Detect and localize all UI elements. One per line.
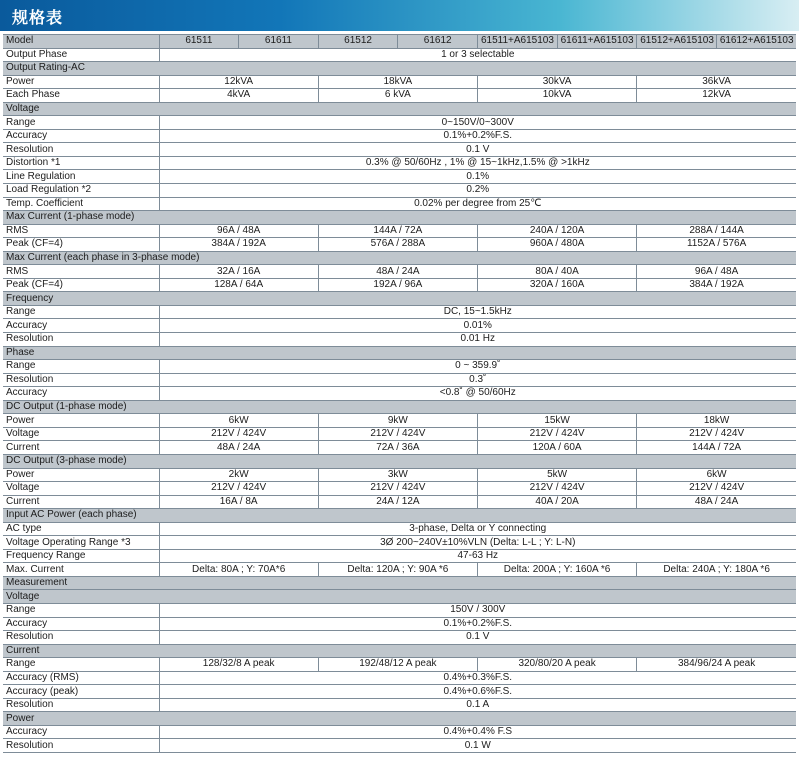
value-cell: 576A / 288A [318, 238, 477, 252]
value-cell: 384A / 192A [637, 278, 796, 292]
value-cell: 0.02% per degree from 25℃ [159, 197, 796, 211]
table-row [3, 658, 796, 672]
section-label: Output Rating-AC [3, 62, 796, 76]
table-row [3, 482, 796, 496]
value-cell: 1 or 3 selectable [159, 48, 796, 62]
value-cell: 212V / 424V [477, 427, 636, 441]
section-label: Max Current (each phase in 3-phase mode) [3, 251, 796, 265]
model-cell: 61512+A615103 [637, 35, 717, 49]
row-label: RMS [3, 265, 159, 279]
row-label: Accuracy (RMS) [3, 671, 159, 685]
table-row [3, 522, 796, 536]
value-cell: 144A / 72A [637, 441, 796, 455]
table-row [3, 197, 796, 211]
value-cell: 2kW [159, 468, 318, 482]
value-cell: 48A / 24A [159, 441, 318, 455]
value-cell: 212V / 424V [637, 482, 796, 496]
section-row [3, 644, 796, 658]
row-label: Range [3, 360, 159, 374]
value-cell: 32A / 16A [159, 265, 318, 279]
row-label: Range [3, 603, 159, 617]
section-label: DC Output (3-phase mode) [3, 454, 796, 468]
table-row [3, 685, 796, 699]
table-row [3, 617, 796, 631]
row-label: Peak (CF=4) [3, 278, 159, 292]
value-cell: 0.1 V [159, 143, 796, 157]
value-cell: 0.3˚ [159, 373, 796, 387]
section-row [3, 292, 796, 306]
value-cell: 0.01 Hz [159, 333, 796, 347]
table-row [3, 549, 796, 563]
section-label: Power [3, 712, 796, 726]
row-label: Line Regulation [3, 170, 159, 184]
value-cell: 212V / 424V [477, 482, 636, 496]
table-row [3, 224, 796, 238]
table-row [3, 238, 796, 252]
section-row [3, 590, 796, 604]
value-cell: 6kW [637, 468, 796, 482]
row-label: Voltage Operating Range *3 [3, 536, 159, 550]
value-cell: 48A / 24A [637, 495, 796, 509]
model-cell: 61511 [159, 35, 239, 49]
value-cell: 6kW [159, 414, 318, 428]
row-label: Resolution [3, 698, 159, 712]
table-row [3, 698, 796, 712]
value-cell: 48A / 24A [318, 265, 477, 279]
table-row [3, 170, 796, 184]
value-cell: DC, 15~1.5kHz [159, 305, 796, 319]
row-label: Temp. Coefficient [3, 197, 159, 211]
row-label: Range [3, 305, 159, 319]
value-cell: Delta: 80A ; Y: 70A*6 [159, 563, 318, 577]
value-cell: 0.1 W [159, 739, 796, 753]
table-row [3, 373, 796, 387]
table-row [3, 360, 796, 374]
value-cell: 120A / 60A [477, 441, 636, 455]
row-label: Accuracy [3, 129, 159, 143]
value-cell: 3Ø 200~240V±10%VLN (Delta: L-L ; Y: L-N) [159, 536, 796, 550]
value-cell: 3-phase, Delta or Y connecting [159, 522, 796, 536]
table-row [3, 48, 796, 62]
row-label: Power [3, 414, 159, 428]
value-cell: 0.4%+0.4% F.S [159, 725, 796, 739]
value-cell: 0.1% [159, 170, 796, 184]
section-label: Current [3, 644, 796, 658]
value-cell: 0~150V/0~300V [159, 116, 796, 130]
value-cell: 10kVA [477, 89, 636, 103]
section-row [3, 454, 796, 468]
section-label: Frequency [3, 292, 796, 306]
value-cell: 6 kVA [318, 89, 477, 103]
table-row [3, 495, 796, 509]
value-cell: 320/80/20 A peak [477, 658, 636, 672]
row-label: Voltage [3, 482, 159, 496]
table-row [3, 414, 796, 428]
section-label: Max Current (1-phase mode) [3, 211, 796, 225]
value-cell: 128/32/8 A peak [159, 658, 318, 672]
value-cell: Delta: 120A ; Y: 90A *6 [318, 563, 477, 577]
table-row [3, 129, 796, 143]
section-row [3, 509, 796, 523]
row-label: Range [3, 116, 159, 130]
value-cell: 0.1%+0.2%F.S. [159, 617, 796, 631]
row-label: Output Phase [3, 48, 159, 62]
value-cell: 5kW [477, 468, 636, 482]
section-row [3, 576, 796, 590]
section-row [3, 211, 796, 225]
section-row [3, 251, 796, 265]
section-label: Phase [3, 346, 796, 360]
page-title: 规格表 [12, 10, 64, 27]
table-row [3, 116, 796, 130]
model-cell: 61612 [398, 35, 478, 49]
table-row [3, 631, 796, 645]
table-row [3, 536, 796, 550]
table-row [3, 468, 796, 482]
value-cell: 0.1 V [159, 631, 796, 645]
value-cell: 0 ~ 359.9˚ [159, 360, 796, 374]
value-cell: 30kVA [477, 75, 636, 89]
row-label: Resolution [3, 631, 159, 645]
section-row [3, 102, 796, 116]
row-label: AC type [3, 522, 159, 536]
row-label: Voltage [3, 427, 159, 441]
table-row [3, 671, 796, 685]
row-label: Power [3, 75, 159, 89]
row-label: Current [3, 495, 159, 509]
section-row [3, 712, 796, 726]
row-label: Model [3, 35, 159, 49]
value-cell: 0.3% @ 50/60Hz , 1% @ 15~1kHz,1.5% @ >1kHz [159, 156, 796, 170]
value-cell: 192/48/12 A peak [318, 658, 477, 672]
model-cell: 61611+A615103 [557, 35, 637, 49]
value-cell: Delta: 200A ; Y: 160A *6 [477, 563, 636, 577]
value-cell: 128A / 64A [159, 278, 318, 292]
table-row [3, 278, 796, 292]
value-cell: 9kW [318, 414, 477, 428]
table-row [3, 143, 796, 157]
table-row [3, 184, 796, 198]
row-label: Current [3, 441, 159, 455]
value-cell: 47-63 Hz [159, 549, 796, 563]
value-cell: 0.4%+0.6%F.S. [159, 685, 796, 699]
row-label: Frequency Range [3, 549, 159, 563]
value-cell: 384/96/24 A peak [637, 658, 796, 672]
value-cell: 12kVA [637, 89, 796, 103]
row-label: Load Regulation *2 [3, 184, 159, 198]
row-label: RMS [3, 224, 159, 238]
table-row [3, 739, 796, 753]
model-cell: 61512 [318, 35, 398, 49]
section-label: Voltage [3, 590, 796, 604]
row-label: Resolution [3, 143, 159, 157]
row-label: Accuracy [3, 617, 159, 631]
section-row [3, 62, 796, 76]
value-cell: 212V / 424V [318, 482, 477, 496]
row-label: Resolution [3, 333, 159, 347]
section-label: DC Output (1-phase mode) [3, 400, 796, 414]
row-label: Resolution [3, 373, 159, 387]
value-cell: <0.8˚ @ 50/60Hz [159, 387, 796, 401]
value-cell: 15kW [477, 414, 636, 428]
value-cell: 212V / 424V [159, 427, 318, 441]
model-cell: 61611 [239, 35, 319, 49]
row-label: Power [3, 468, 159, 482]
value-cell: 4kVA [159, 89, 318, 103]
section-label: Voltage [3, 102, 796, 116]
row-label: Peak (CF=4) [3, 238, 159, 252]
value-cell: Delta: 240A ; Y: 180A *6 [637, 563, 796, 577]
table-row [3, 305, 796, 319]
table-row [3, 563, 796, 577]
value-cell: 80A / 40A [477, 265, 636, 279]
value-cell: 96A / 48A [159, 224, 318, 238]
value-cell: 150V / 300V [159, 603, 796, 617]
value-cell: 72A / 36A [318, 441, 477, 455]
value-cell: 1152A / 576A [637, 238, 796, 252]
model-cell: 61511+A615103 [477, 35, 557, 49]
table-row [3, 75, 796, 89]
row-label: Distortion *1 [3, 156, 159, 170]
table-row [3, 319, 796, 333]
row-label: Resolution [3, 739, 159, 753]
value-cell: 212V / 424V [637, 427, 796, 441]
row-label: Accuracy (peak) [3, 685, 159, 699]
section-label: Input AC Power (each phase) [3, 509, 796, 523]
row-label: Range [3, 658, 159, 672]
value-cell: 36kVA [637, 75, 796, 89]
model-cell: 61612+A615103 [716, 35, 796, 49]
table-row [3, 333, 796, 347]
spec-table [3, 34, 796, 753]
value-cell: 12kVA [159, 75, 318, 89]
table-row [3, 427, 796, 441]
value-cell: 320A / 160A [477, 278, 636, 292]
value-cell: 384A / 192A [159, 238, 318, 252]
value-cell: 212V / 424V [318, 427, 477, 441]
value-cell: 212V / 424V [159, 482, 318, 496]
value-cell: 288A / 144A [637, 224, 796, 238]
value-cell: 3kW [318, 468, 477, 482]
table-row [3, 89, 796, 103]
section-row [3, 346, 796, 360]
table-row [3, 725, 796, 739]
table-row [3, 441, 796, 455]
value-cell: 24A / 12A [318, 495, 477, 509]
row-label: Each Phase [3, 89, 159, 103]
value-cell: 40A / 20A [477, 495, 636, 509]
value-cell: 18kW [637, 414, 796, 428]
row-label: Accuracy [3, 725, 159, 739]
value-cell: 0.4%+0.3%F.S. [159, 671, 796, 685]
value-cell: 0.2% [159, 184, 796, 198]
section-row [3, 400, 796, 414]
table-row [3, 387, 796, 401]
table-row [3, 156, 796, 170]
section-label: Measurement [3, 576, 796, 590]
value-cell: 960A / 480A [477, 238, 636, 252]
row-label: Max. Current [3, 563, 159, 577]
value-cell: 192A / 96A [318, 278, 477, 292]
value-cell: 96A / 48A [637, 265, 796, 279]
model-row [3, 35, 796, 49]
table-row [3, 265, 796, 279]
value-cell: 0.01% [159, 319, 796, 333]
table-row [3, 603, 796, 617]
value-cell: 18kVA [318, 75, 477, 89]
value-cell: 16A / 8A [159, 495, 318, 509]
header-banner [0, 0, 799, 31]
value-cell: 0.1 A [159, 698, 796, 712]
row-label: Accuracy [3, 319, 159, 333]
value-cell: 240A / 120A [477, 224, 636, 238]
value-cell: 144A / 72A [318, 224, 477, 238]
row-label: Accuracy [3, 387, 159, 401]
value-cell: 0.1%+0.2%F.S. [159, 129, 796, 143]
